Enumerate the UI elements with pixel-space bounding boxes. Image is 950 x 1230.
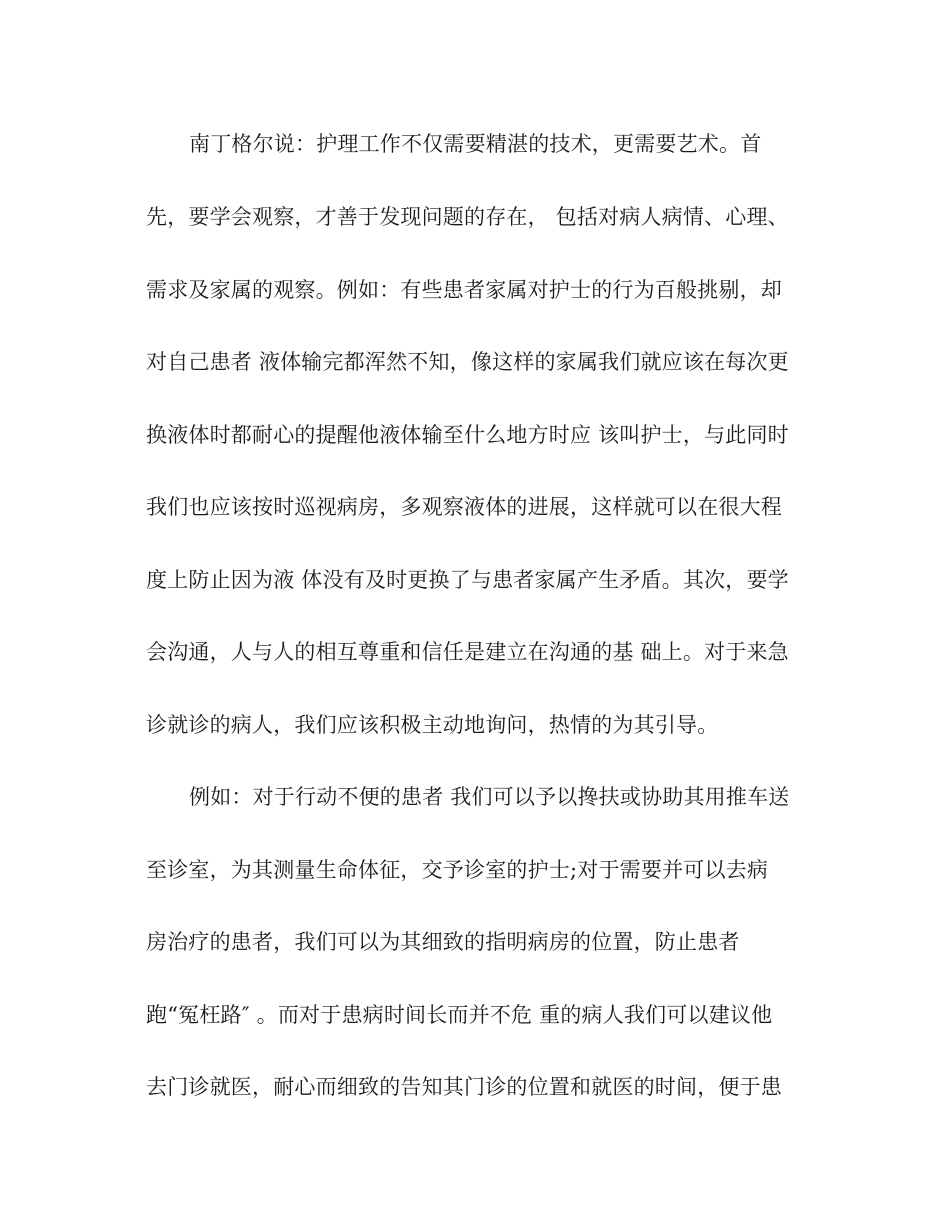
paragraph-1-line-5: 换液体时都耐心的提醒他液体输至什么地方时应 该叫护士，与此同时	[146, 423, 789, 447]
paragraph-2-line-2: 至诊室，为其测量生命体征，交予诊室的护士;对于需要并可以去病	[146, 858, 769, 882]
paragraph-2-line-1: 例如：对于行动不便的患者 我们可以予以搀扶或协助其用推车送	[189, 785, 790, 809]
paragraph-1-line-9: 诊就诊的病人，我们应该积极主动地询问，热情的为其引导。	[146, 713, 719, 737]
paragraph-2-line-3: 房治疗的患者，我们可以为其细致的指明病房的位置，防止患者	[146, 930, 740, 954]
paragraph-1-line-1: 南丁格尔说：护理工作不仅需要精湛的技术，更需要艺术。首	[189, 132, 762, 156]
paragraph-1-line-8: 会沟通，人与人的相互尊重和信任是建立在沟通的基 础上。对于来急	[146, 640, 789, 664]
paragraph-1-line-6: 我们也应该按时巡视病房，多观察液体的进展，这样就可以在很大程	[146, 495, 782, 519]
paragraph-1-line-7: 度上防止因为液 体没有及时更换了与患者家属产生矛盾。其次，要学	[146, 568, 789, 592]
paragraph-1-line-2: 先，要学会观察，才善于发现问题的存在， 包括对病人病情、心理、	[146, 205, 789, 229]
paragraph-2-line-4: 跑“冤枉路″ 。而对于患病时间长而并不危 重的病人我们可以建议他	[146, 1003, 773, 1027]
paragraph-1-line-3: 需求及家属的观察。例如：有些患者家属对护士的行为百般挑剔，却	[146, 278, 782, 302]
paragraph-1-line-4: 对自己患者 液体输完都浑然不知，像这样的家属我们就应该在每次更	[146, 350, 789, 374]
paragraph-2-line-5: 去门诊就医，耐心而细致的告知其门诊的位置和就医的时间，便于患	[146, 1075, 782, 1099]
